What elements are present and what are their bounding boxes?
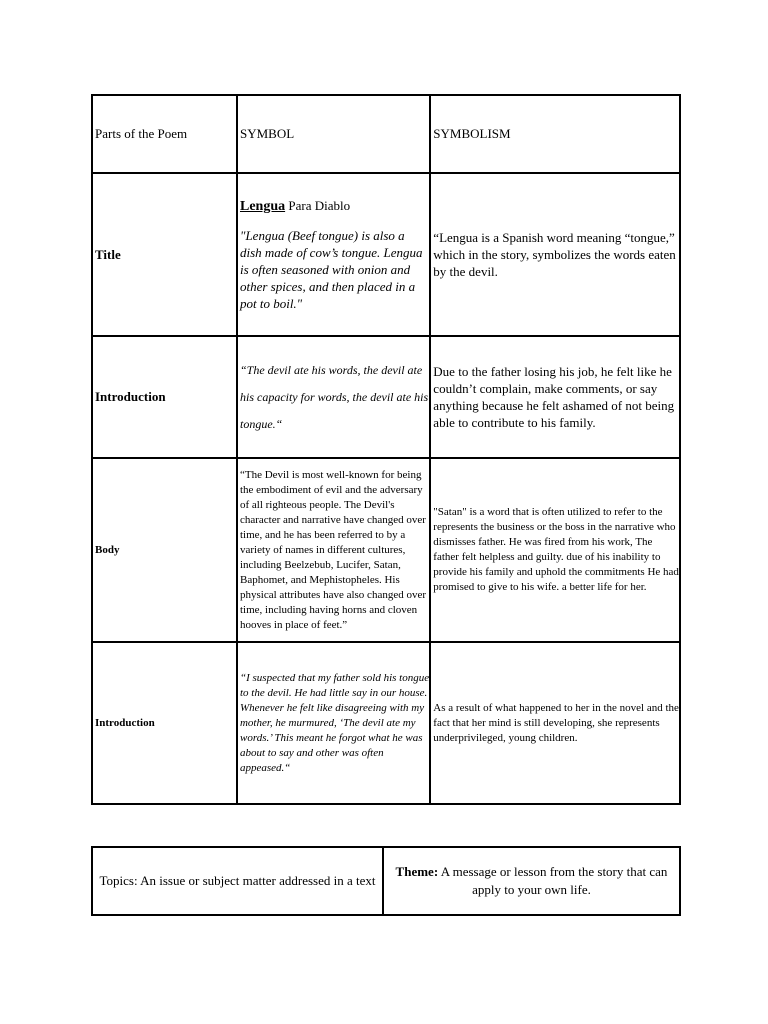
symbolism-cell: “Lengua is a Spanish word meaning “tongue,” which in the story, symbolizes the words eaten by the devil. [430,173,680,336]
header-symbol: SYMBOL [237,95,430,173]
poem-title-rest: Para Diablo [285,197,351,213]
table-row [92,336,680,458]
poem-title-bold: Lengua [239,198,286,214]
poem-symbolism-table [91,94,681,805]
table-row [92,458,680,642]
symbolism-cell: "Satan" is a word that is often utilized to refer to the represents the business or the boss in the narrative who dismisses father. He was fired from his work, The father felt helpless and guilty. due of his inability to provide his family and uphold the commitments He had promised to give to his wife. a better life for her. [430,458,680,642]
symbol-cell: “The devil ate his words, the devil ate his capacity for words, the devil ate his tongue.“ [237,336,430,458]
symbol-cell: “I suspected that my father sold his tongue to the devil. He had little say in our house. Whenever he felt like disagreeing with my mother, he murmured, ‘The devil ate my words.’ This meant he forgot what he was about to say and other was often appeased.“ [237,642,430,804]
row-part-label: Introduction [92,336,237,458]
theme-label: Theme: [395,864,439,879]
theme-text: A message or lesson from the story that can apply to your own life. [438,864,668,897]
poem-title [240,198,429,215]
theme-definition [383,847,680,915]
symbol-cell: “The Devil is most well-known for being the embodiment of evil and the adversary of all righteous people. The Devil's character and narrative have changed over time, and he has been referred to by a variety of names in different cultures, including Beelzebub, Lucifer, Satan, Baphomet, and Mephistopheles. His physical attributes have also changed over time, including having horns and cloven hooves in place of feet.” [237,458,430,642]
header-parts: Parts of the Poem [92,95,237,173]
symbolism-cell: Due to the father losing his job, he felt like he couldn’t complain, make comments, or say anything because he felt ashamed of not being able to contribute to his family. [430,336,680,458]
row-part-label: Introduction [92,642,237,804]
row-part-label: Title [92,173,237,336]
definitions-table [91,846,681,916]
table-row [92,847,680,915]
symbolism-cell: As a result of what happened to her in the novel and the fact that her mind is still developing, she represents underprivileged, young children. [430,642,680,804]
table-row [92,642,680,804]
header-symbolism: SYMBOLISM [430,95,680,173]
table-row [92,173,680,336]
symbol-text: "Lengua (Beef tongue) is also a dish made of cow’s tongue. Lengua is often seasoned with onion and other spices, and then placed in a pot to boil." [239,227,423,311]
table-header-row [92,95,680,173]
row-part-label: Body [92,458,237,642]
symbol-cell [237,173,430,336]
topics-definition: Topics: An issue or subject matter addressed in a text [92,847,383,915]
